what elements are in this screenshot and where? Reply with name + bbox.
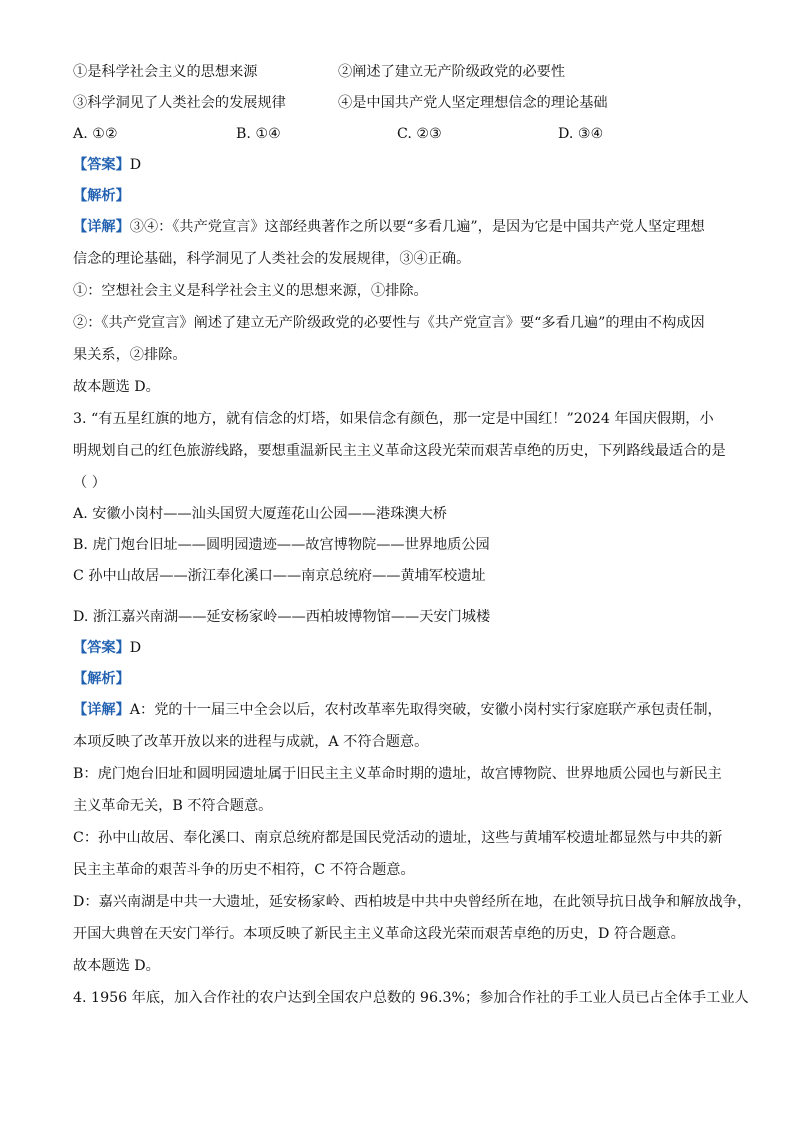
detail-tag: 【详解】: [73, 702, 130, 718]
detail-text: A：党的十一届三中全会以后，农村改革率先取得突破，安徽小岗村实行家庭联产承包责任制，: [129, 702, 722, 718]
question-stem: （ ）: [73, 475, 106, 491]
answer-tag: 【答案】: [73, 157, 130, 173]
choice-d: D. ③④: [558, 126, 604, 142]
analysis-heading: [73, 186, 733, 206]
choice-d: D. 浙江嘉兴南湖——延安杨家岭——西柏坡博物馆——天安门城楼: [73, 609, 491, 625]
choice-a: A. ①②: [73, 126, 118, 142]
detail-text: 果关系，②排除。: [73, 347, 187, 363]
detail-paragraph: [73, 217, 733, 237]
question-stem: 4. 1956 年底，加入合作社的农户达到全国农户总数的 96.3%；参加合作社的手工业人员已占全体手工业人: [73, 990, 749, 1006]
detail-tag: 【详解】: [73, 219, 130, 235]
detail-text: 开国大典曾在天安门举行。本项反映了新民主主义革命这段光荣而艰苦卓绝的历史，D 符合题意。: [73, 926, 685, 942]
option-1: ①是科学社会主义的思想来源: [73, 64, 258, 80]
option-row-1: [73, 62, 733, 82]
detail-text: ③④：《共产党宣言》这部经典著作之所以要“多看几遍”，是因为它是中国共产党人坚定理想: [129, 219, 705, 235]
choice-a: A. 安徽小岗村——汕头国贸大厦莲花山公园——港珠澳大桥: [73, 506, 447, 522]
detail-paragraph: [73, 700, 733, 720]
detail-text: D：嘉兴南湖是中共一大遗址，延安杨家岭、西柏坡是中共中央曾经所在地，在此领导抗日战争和解放战争，: [73, 894, 752, 910]
analysis-heading: [73, 669, 733, 689]
detail-text: ②：《共产党宣言》阐述了建立无产阶级政党的必要性与《共产党宣言》要“多看几遍”的理由不构成因: [73, 315, 705, 331]
choice-c: C 孙中山故居——浙江奉化溪口——南京总统府——黄埔军校遗址: [73, 568, 486, 584]
document-page: [73, 62, 752, 1008]
conclusion: 故本题选 D。: [73, 958, 160, 974]
detail-text: 信念的理论基础，科学洞见了人类社会的发展规律，③④正确。: [73, 251, 471, 267]
option-row-2: [73, 93, 733, 113]
detail-text: 民主主革命的艰苦斗争的历史不相符，C 不符合题意。: [73, 862, 415, 878]
choice-c: C. ②③: [397, 126, 442, 142]
detail-text: ①：空想社会主义是科学社会主义的思想来源，①排除。: [73, 283, 428, 299]
conclusion: 故本题选 D。: [73, 379, 160, 395]
option-3: ③科学洞见了人类社会的发展规律: [73, 95, 286, 111]
question-stem: 3. “有五星红旗的地方，就有信念的灯塔，如果信念有颜色，那一定是中国红！”2024 年国庆假期，小: [73, 411, 714, 427]
choices-row: [73, 124, 733, 144]
detail-text: 本项反映了改革开放以来的进程与成就，A 不符合题意。: [73, 734, 429, 750]
detail-text: 主义革命无关，B 不符合题意。: [73, 798, 273, 814]
detail-text: B：虎门炮台旧址和圆明园遗址属于旧民主主义革命时期的遗址，故宫博物院、世界地质公园也与新民主: [73, 766, 722, 782]
answer-tag: 【答案】: [73, 640, 130, 656]
choice-b: B. 虎门炮台旧址——圆明园遗迹——故宫博物院——世界地质公园: [73, 537, 490, 553]
question-stem: 明规划自己的红色旅游线路，要想重温新民主主义革命这段光荣而艰苦卓绝的历史，下列路线最适合的是: [73, 443, 726, 459]
analysis-tag: 【解析】: [73, 188, 130, 204]
option-2: ②阐述了建立无产阶级政党的必要性: [338, 64, 566, 80]
answer-line: [73, 155, 733, 175]
answer-value: D: [129, 157, 142, 173]
answer-value: D: [129, 640, 142, 656]
choice-b: B. ①④: [236, 126, 281, 142]
answer-line: [73, 638, 733, 658]
analysis-tag: 【解析】: [73, 671, 130, 687]
detail-text: C：孙中山故居、奉化溪口、南京总统府都是国民党活动的遗址，这些与黄埔军校遗址都显然与中共的新: [73, 830, 723, 846]
option-4: ④是中国共产党人坚定理想信念的理论基础: [338, 95, 608, 111]
